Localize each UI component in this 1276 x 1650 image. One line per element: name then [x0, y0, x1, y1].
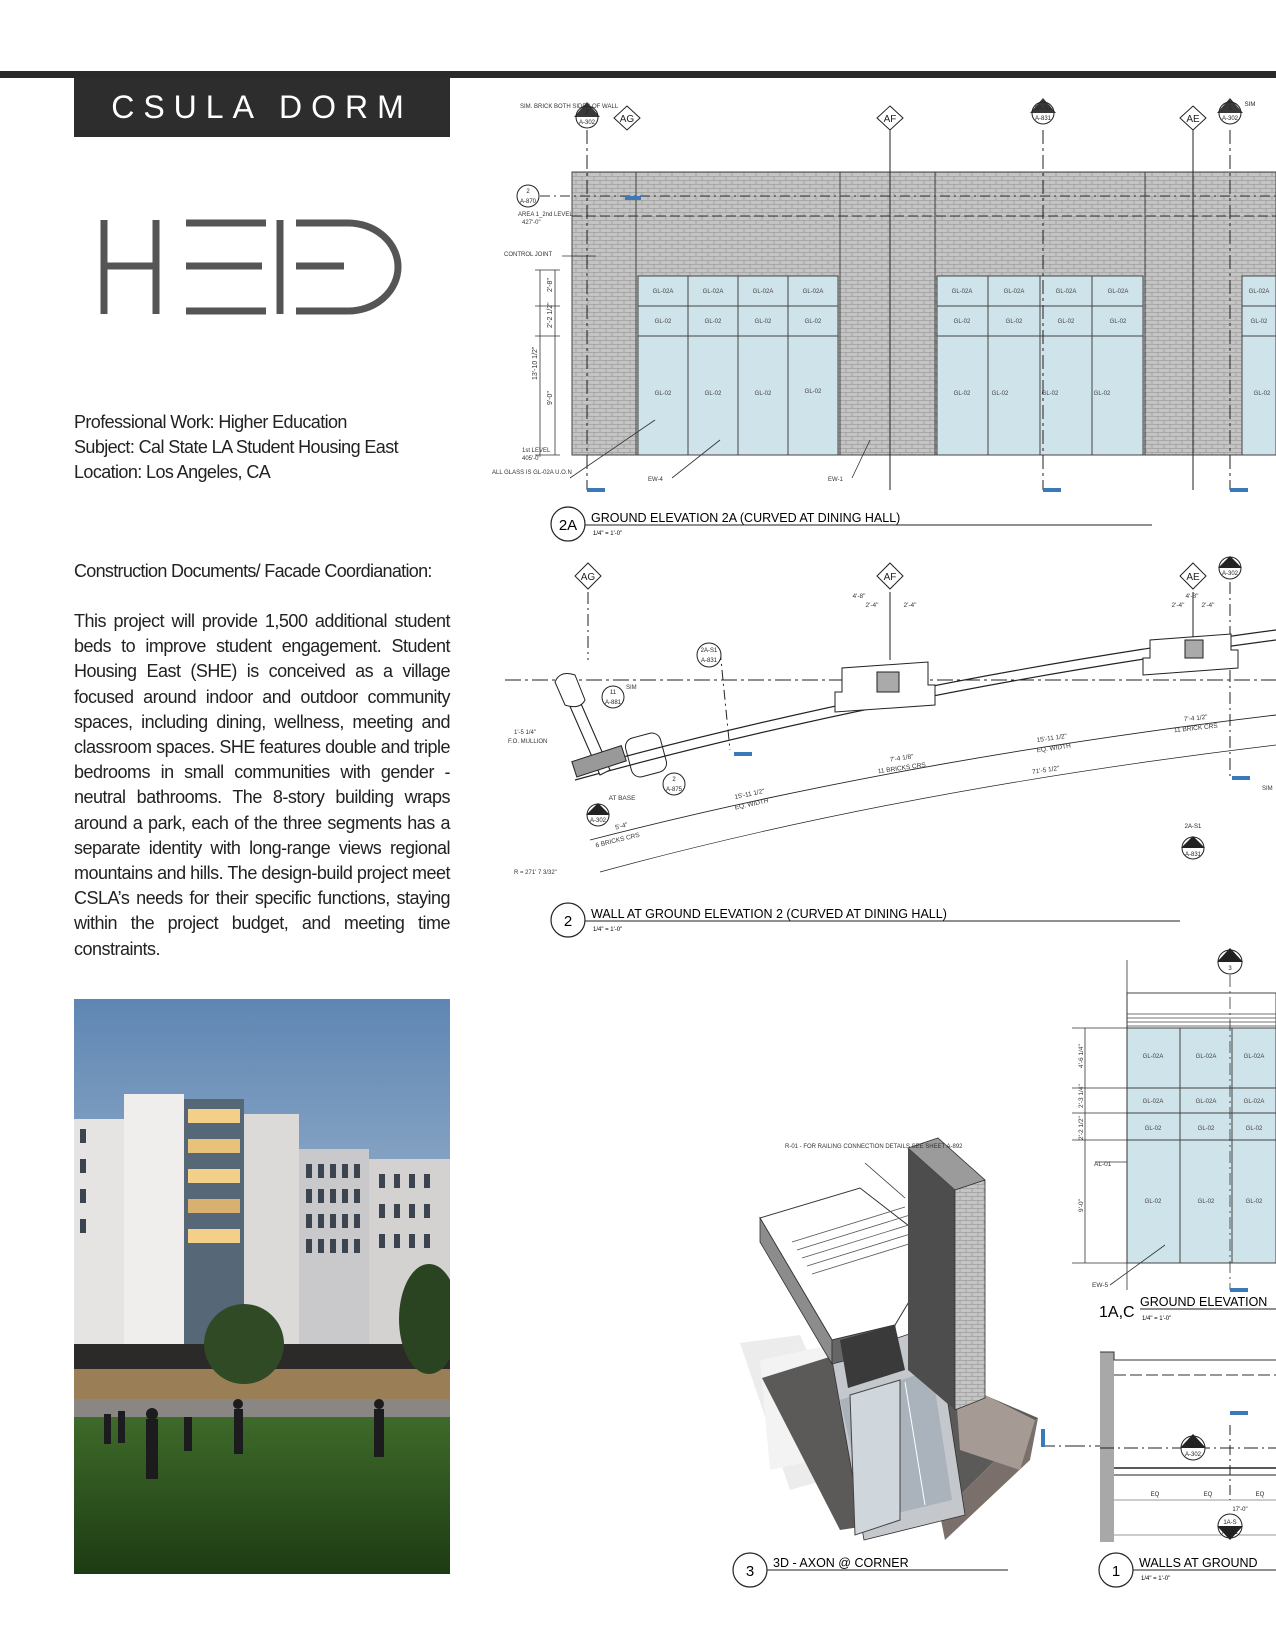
glass-label: GL-02A — [1142, 1099, 1164, 1105]
dim-label: 7'-4 1/2" — [1183, 713, 1209, 724]
drawing-2-number: 2 — [563, 913, 573, 930]
sim-note: SIM — [1244, 102, 1256, 108]
area-level-label: AREA 1_2nd LEVEL — [518, 212, 573, 218]
glass-label: GL-02 — [704, 319, 722, 325]
radius-note: R = 271' 7 3/32" — [514, 870, 557, 876]
glass-label: GL-02 — [704, 391, 722, 397]
dim-label: 7'-4 1/8" — [889, 753, 915, 764]
section-tag: 1A-S — [1223, 1520, 1237, 1526]
elevation-1ac — [1072, 948, 1276, 1322]
glass-label: GL-02A — [1107, 289, 1129, 295]
ew5-tag: EW-5 — [1092, 1282, 1109, 1289]
grid-label-ag: AG — [580, 572, 596, 583]
grid-label-ae: AE — [1186, 572, 1200, 583]
glass-label: GL-02 — [804, 389, 822, 395]
section-tag: A-302 — [589, 818, 607, 824]
eq-label: EQ — [1255, 1492, 1265, 1498]
wall-plan-2 — [505, 556, 1276, 937]
dim-label: 4'-6 1/4" — [1078, 1044, 1085, 1068]
glass-label: GL-02 — [1093, 391, 1111, 397]
grid-label-af: AF — [883, 572, 897, 583]
drawing-2-title: WALL AT GROUND ELEVATION 2 (CURVED AT DINING HALL) — [591, 907, 947, 921]
glass-label: GL-02A — [1195, 1099, 1217, 1105]
dim-label: 17'-0" — [1232, 1507, 1248, 1513]
drawing-1ac-number: 1A,C — [1099, 1304, 1135, 1321]
glass-label: GL-02 — [1005, 319, 1023, 325]
info-profession: Professional Work: Higher Education — [74, 412, 347, 432]
glass-label: GL-02 — [1250, 319, 1268, 325]
glass-label: GL-02 — [754, 319, 772, 325]
section-tag: A-302 — [578, 120, 596, 126]
dim-label: 2'-3 1/4" — [1078, 1084, 1085, 1108]
section-tag: 3 — [1228, 966, 1232, 972]
dim-label: 71'-5 1/2" — [1031, 765, 1060, 776]
dim-label: 5'-4" — [614, 821, 629, 832]
drawing-3-title: 3D - AXON @ CORNER — [773, 1556, 909, 1570]
info-location: Location: Los Angeles, CA — [74, 462, 271, 482]
section-tag: A-831 — [1221, 1530, 1239, 1536]
elevation-2a — [492, 98, 1276, 541]
glass-label: GL-02A — [652, 289, 674, 295]
dim-label: 13'-10 1/2" — [532, 346, 539, 380]
al01-tag: AL-01 — [1094, 1161, 1112, 1168]
section-tag: A-831 — [1034, 116, 1052, 122]
section-tag: 2 — [526, 189, 530, 195]
grid-label-ag: AG — [619, 114, 635, 125]
glass-label: GL-02 — [1144, 1199, 1162, 1205]
section-tag: 1A-S — [1223, 956, 1237, 962]
dim-label: 2'-4" — [1171, 602, 1185, 609]
sim-brick-note: SIM. BRICK BOTH SIDES OF WALL — [520, 104, 619, 110]
dim-label: 4'-8" — [1185, 593, 1199, 600]
walls-ground-1 — [1099, 1352, 1276, 1587]
glass-label: GL-02A — [1142, 1054, 1164, 1060]
axon-corner-3 — [733, 1138, 1100, 1587]
sim-note: SIM — [626, 685, 637, 691]
glass-label: GL-02 — [1109, 319, 1127, 325]
project-info — [74, 410, 454, 485]
glass-label: GL-02 — [1057, 319, 1075, 325]
section-tag: A-881 — [604, 700, 622, 706]
drawing-1-title: WALLS AT GROUND — [1139, 1556, 1258, 1570]
glass-label: GL-02 — [1144, 1126, 1162, 1132]
top-rule — [0, 71, 1276, 78]
bricks-label: 11 BRICKS CRS — [877, 761, 927, 776]
dim-label: 2'-2 1/2" — [1078, 1116, 1085, 1140]
drawing-2a-number: 2A — [558, 517, 578, 534]
at-base-label: AT BASE — [608, 795, 636, 802]
dim-label: 1'-5 1/4" — [514, 730, 536, 736]
section-tag: A-831 — [1184, 852, 1202, 858]
glass-label: GL-02A — [1248, 289, 1270, 295]
section-tag: 2A-S1 — [1184, 824, 1202, 830]
section-tag: 2A-S1 — [700, 648, 718, 654]
glass-label: GL-02 — [654, 391, 672, 397]
grid-label-af: AF — [883, 114, 897, 125]
glass-label: GL-02A — [802, 289, 824, 295]
level1-label: 1st LEVEL — [522, 448, 551, 454]
railing-note: R-01 - FOR RAILING CONNECTION DETAILS SEE SHEET A-892 — [785, 1144, 963, 1150]
area-level-elev: 427'-0" — [522, 220, 541, 226]
eq-label: EQ — [1203, 1492, 1213, 1498]
ew4-tag: EW-4 — [648, 477, 663, 483]
section-tag: A-875 — [665, 787, 683, 793]
bricks-label: 6 BRICKS CRS — [594, 831, 641, 850]
glass-label: GL-02 — [1253, 391, 1271, 397]
glass-label: GL-02 — [1041, 391, 1059, 397]
grid-label-ae: AE — [1186, 114, 1200, 125]
project-title-banner — [74, 78, 450, 137]
section-tag: A-870 — [519, 199, 537, 205]
glass-label: GL-02 — [1197, 1199, 1215, 1205]
section-tag: A-831 — [700, 658, 718, 664]
drawing-2-scale: 1/4" = 1'-0" — [593, 927, 623, 933]
glass-label: GL-02 — [754, 391, 772, 397]
glass-label: GL-02A — [951, 289, 973, 295]
section-tag: 11 — [609, 690, 617, 696]
dim-label: 15'-11 1/2" — [1036, 732, 1068, 745]
dim-label: 9'-0" — [547, 391, 554, 405]
glass-label: GL-02 — [953, 391, 971, 397]
sim-note: SIM — [1262, 786, 1273, 792]
dim-label: 4'-8" — [852, 593, 866, 600]
dim-label: 2'-4" — [903, 602, 917, 609]
dim-label: 2'-4" — [865, 602, 879, 609]
project-title: CSULA DORM — [111, 89, 413, 125]
section-tag: A-302 — [1221, 571, 1239, 577]
level1-elev: 405'-0" — [522, 456, 541, 462]
ew1-tag: EW-1 — [828, 477, 843, 483]
glass-label: GL-02A — [1243, 1054, 1265, 1060]
glass-label: GL-02A — [702, 289, 724, 295]
drawing-1ac-title: GROUND ELEVATION — [1140, 1295, 1268, 1309]
glass-label: GL-02 — [991, 391, 1009, 397]
construction-drawings — [470, 90, 1276, 1650]
section-subheading: Construction Documents/ Facade Coordianation: — [74, 561, 432, 581]
dim-label: 9'-0" — [1078, 1199, 1085, 1212]
drawing-1-number: 1 — [1111, 1563, 1121, 1580]
dim-label: 2'-4" — [1201, 602, 1215, 609]
section-tag: 1 — [1228, 106, 1232, 112]
drawing-1ac-scale: 1/4" = 1'-0" — [1142, 1316, 1172, 1322]
all-glass-note: ALL GLASS IS GL-02A U.O.N — [492, 470, 572, 476]
section-tag: 2 — [672, 777, 676, 783]
glass-label: GL-02 — [1245, 1126, 1263, 1132]
control-joint-note: CONTROL JOINT — [504, 252, 553, 258]
dim-label: 2'-8" — [547, 278, 554, 292]
glass-label: GL-02 — [953, 319, 971, 325]
glass-label: GL-02 — [654, 319, 672, 325]
drawing-2a-title: GROUND ELEVATION 2A (CURVED AT DINING HALL) — [591, 511, 901, 525]
eq-label: EQ — [1150, 1492, 1160, 1498]
rendering-photo — [74, 999, 450, 1574]
mullion-note: F.O. MULLION — [508, 739, 548, 745]
glass-label: GL-02A — [1055, 289, 1077, 295]
project-description: This project will provide 1,500 additional student beds to improve student engagement. Student Housing East (SHE) is conceived as a village focused around indoor and outdoor community spaces, including dining, wellness, meeting and classroom spaces. SHE features double and triple bedrooms in small communities with gender -neutral bathrooms. The 8-story building wraps around a park, each of the three segments has a separate identity with long-range views regional mountains and hills. The design-build project meet CSLA’s needs for their specific functions, staying within the project budget, and meeting time constraints. — [74, 611, 450, 959]
glass-label: GL-02A — [752, 289, 774, 295]
section-tag: 3 — [1191, 1442, 1195, 1448]
glass-label: GL-02A — [1243, 1099, 1265, 1105]
drawing-3-number: 3 — [745, 1563, 755, 1580]
section-tag: A-302 — [1184, 1452, 1202, 1458]
section-tag: A-302 — [1221, 116, 1239, 122]
dim-label: 15'-11 1/2" — [734, 787, 766, 802]
info-subject: Subject: Cal State LA Student Housing East — [74, 437, 399, 457]
glass-label: GL-02 — [1245, 1199, 1263, 1205]
glass-label: GL-02A — [1003, 289, 1025, 295]
glass-label: GL-02A — [1195, 1054, 1217, 1060]
drawing-2a-scale: 1/4" = 1'-0" — [593, 531, 623, 537]
hed-logo — [100, 218, 410, 316]
eq-width-label: EQ. WIDTH — [1036, 742, 1072, 755]
glass-label: GL-02 — [1197, 1126, 1215, 1132]
dim-label: 2'-2 1/2" — [547, 302, 554, 328]
section-tag: 2A-S1 — [1034, 106, 1052, 112]
drawing-1-scale: 1/4" = 1'-0" — [1141, 1576, 1171, 1582]
section-tag: 2 — [585, 110, 589, 116]
bricks-label: 11 BRICK CRS — [1173, 722, 1219, 735]
eq-width-label: EQ. WIDTH — [734, 797, 770, 812]
glass-label: GL-02 — [804, 319, 822, 325]
